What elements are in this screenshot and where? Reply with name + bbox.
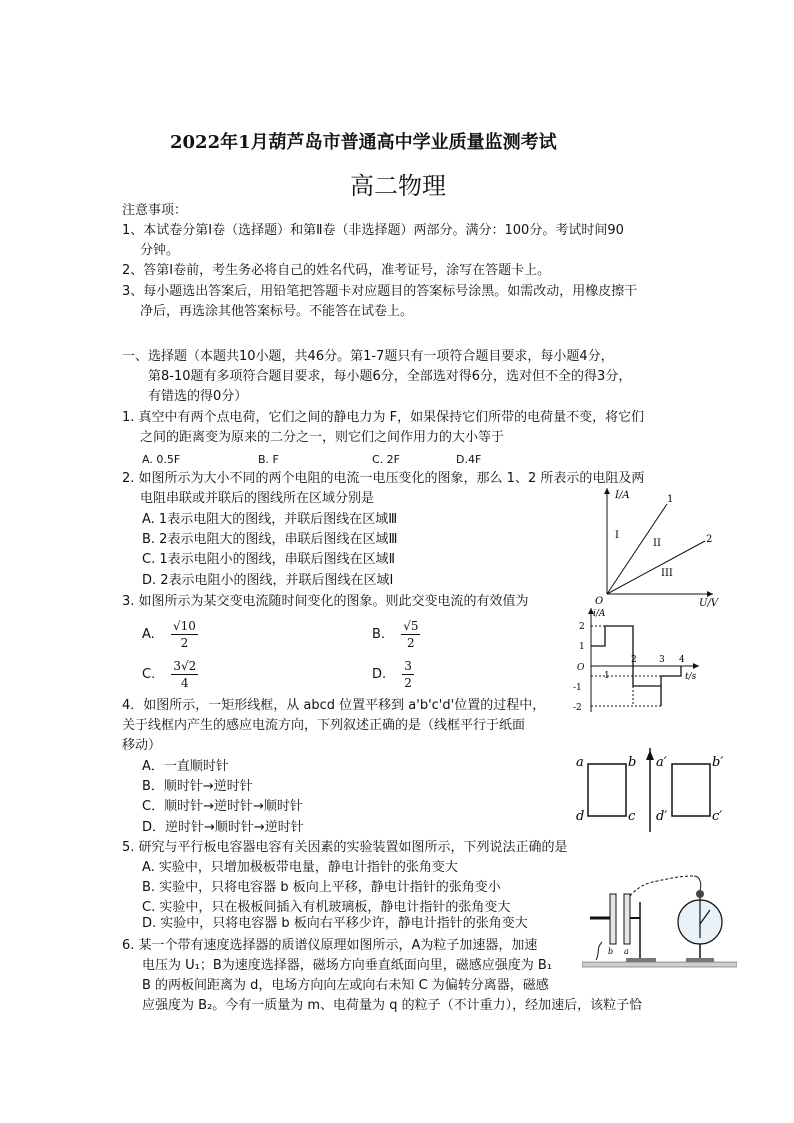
option-letter: A. (142, 627, 155, 642)
q2-iu-graph (585, 484, 720, 609)
q4-option-c[interactable]: C．顺时针→逆时针→顺时针 (142, 799, 303, 814)
q1-option-d[interactable]: D.4F (456, 453, 482, 466)
t-axis-label: t/s (685, 672, 697, 682)
frame-a-prime (672, 764, 710, 816)
q5-capacitor-apparatus (582, 862, 737, 970)
y-tick: 1 (579, 642, 585, 652)
fraction (402, 658, 414, 691)
y-tick: -1 (573, 683, 582, 693)
x-axis-label: U/V (699, 598, 719, 609)
q2-option-c[interactable]: C. 1表示电阻小的图线，串联后图线在区域Ⅱ (142, 552, 396, 567)
note-line: 1、本试卷分第Ⅰ卷（选择题）和第Ⅱ卷（非选择题）两部分。满分：100分。考试时间90 (122, 223, 624, 238)
q3-it-graph (565, 604, 705, 716)
connecting-wire-coil (630, 876, 694, 896)
plate-a (624, 894, 630, 944)
option-letter: B. (372, 627, 386, 642)
connecting-wire (694, 876, 701, 890)
section-heading: 第8-10题有多项符合题目要求，每小题6分，全部选对得6分，选对但不全的得3分， (148, 369, 632, 384)
q4-frames-figure (570, 742, 735, 834)
label-b-prime: b′ (712, 755, 724, 770)
exam-title: 2022年1月葫芦岛市普通高中学业质量监测考试 (170, 132, 557, 153)
y-tick: -2 (573, 703, 582, 713)
q4-option-a[interactable]: A．一直顺时针 (142, 759, 229, 774)
q6-stem: 电压为 U₁；B为速度选择器，磁场方向垂直纸面向里，磁感应强度为 B₁ (142, 958, 553, 973)
q1-option-c[interactable]: C. 2F (372, 453, 400, 466)
q3-option-c[interactable] (142, 658, 198, 691)
q1-stem: 之间的距离变为原来的二分之一，则它们之间作用力的大小等于 (140, 430, 505, 445)
numerator: √5 (403, 619, 419, 633)
q3-option-d[interactable] (372, 658, 414, 691)
denominator: 2 (180, 636, 189, 650)
notes-heading: 注意事项： (122, 203, 188, 218)
q5-option-b[interactable]: B. 实验中，只将电容器 b 板向上平移，静电计指针的张角变小 (142, 880, 501, 895)
label-c: c (628, 809, 636, 824)
label-d: d (576, 809, 585, 824)
current-arrow (646, 750, 654, 760)
q1-option-b[interactable]: B. F (258, 453, 279, 466)
option-letter: D. (372, 667, 387, 682)
note-line: 3、每小题选出答案后，用铅笔把答题卡对应题目的答案标号涂黑。如需改动，用橡皮擦干 (122, 284, 638, 299)
origin-label: O (577, 663, 585, 673)
x-tick: 1 (604, 671, 610, 681)
plate-b (610, 894, 616, 944)
x-tick: 3 (659, 655, 665, 665)
frame-abcd (588, 764, 626, 816)
q5-stem: 5. 研究与平行板电容器电容有关因素的实验装置如图所示，下列说法正确的是 (122, 840, 568, 855)
denominator: 4 (181, 676, 189, 690)
plate-a-label: a (624, 947, 629, 956)
t-axis-arrow (693, 663, 699, 669)
origin-label: O (595, 596, 604, 607)
x-axis-arrow (707, 591, 713, 597)
label-d-prime: d′ (656, 809, 668, 824)
q5-option-c[interactable]: C. 实验中，只在极板间插入有机玻璃板，静电计指针的张角变大 (142, 900, 511, 915)
q4-stem: 移动） (122, 738, 162, 753)
q2-option-d[interactable]: D. 2表示电阻小的图线，并联后图线在区域Ⅰ (142, 573, 394, 588)
fraction (171, 618, 198, 651)
q3-option-a[interactable] (142, 618, 198, 651)
i-axis-label: i/A (593, 609, 606, 619)
line-1-label: 1 (667, 494, 674, 505)
section-heading: 有错选的得0分） (148, 389, 248, 404)
q6-stem: 应强度为 B₂。今有一质量为 m、电荷量为 q 的粒子（不计重力），经加速后，该粒子恰 (142, 998, 643, 1013)
label-a: a (576, 755, 584, 770)
stand-base (626, 958, 656, 962)
q2-option-a[interactable]: A. 1表示电阻大的图线，并联后图线在区域Ⅲ (142, 512, 398, 527)
note-line: 2、答第Ⅰ卷前，考生务必将自己的姓名代码，准考证号，涂写在答题卡上。 (122, 263, 551, 278)
plate-b-label: b (608, 947, 614, 956)
q2-option-b[interactable]: B. 2表示电阻大的图线，串联后图线在区域Ⅲ (142, 532, 398, 547)
region-1-label: I (615, 530, 619, 541)
numerator: 3√2 (173, 659, 197, 673)
label-a-prime: a′ (656, 755, 667, 770)
ground-wire (596, 942, 602, 960)
numerator: 3 (404, 659, 412, 673)
q3-option-b[interactable] (372, 618, 420, 651)
table-base (582, 962, 737, 967)
label-c-prime: c′ (712, 809, 723, 824)
q4-stem: 关于线框内产生的感应电流方向，下列叙述正确的是（线框平行于纸面 (122, 718, 526, 733)
note-line: 净后，再选涂其他答案标号。不能答在试卷上。 (140, 304, 414, 319)
q1-stem: 1. 真空中有两个点电荷，它们之间的静电力为 F，如果保持它们所带的电荷量不变，将它们 (122, 410, 645, 425)
q5-option-d[interactable]: D. 实验中，只将电容器 b 板向右平移少许，静电计指针的张角变大 (142, 916, 528, 931)
subject-title: 高二物理 (350, 172, 446, 200)
region-2-label: II (653, 538, 661, 549)
y-tick: 2 (579, 622, 585, 632)
q5-option-a[interactable]: A. 实验中，只增加极板带电量，静电计指针的张角变大 (142, 860, 458, 875)
q4-option-d[interactable]: D．逆时针→顺时针→逆时针 (142, 820, 304, 835)
region-3-label: III (661, 568, 673, 579)
y-axis-label: I/A (615, 490, 630, 501)
x-tick: 4 (679, 655, 685, 665)
q1-option-a[interactable]: A. 0.5F (142, 453, 181, 466)
x-tick: 2 (631, 655, 637, 665)
denominator: 2 (404, 676, 412, 690)
numerator: √10 (172, 619, 196, 633)
line-2-label: 2 (706, 534, 713, 545)
q6-stem: 6. 某一个带有速度选择器的质谱仪原理如图所示，A为粒子加速器，加速 (122, 938, 538, 953)
option-letter: C. (142, 667, 156, 682)
q2-stem: 2. 如图所示为大小不同的两个电阻的电流一电压变化的图象，那么 1、2 所表示的电阻及两 (122, 471, 645, 486)
electrometer-base (686, 958, 714, 962)
line-1 (607, 504, 667, 594)
q4-stem: 4．如图所示，一矩形线框，从 abcd 位置平移到 a'b'c'd'位置的过程中， (122, 698, 546, 713)
fraction (401, 618, 420, 651)
note-line: 分钟。 (140, 243, 180, 258)
q2-stem: 电阻串联或并联后的图线所在区域分别是 (140, 491, 375, 506)
label-b: b (628, 755, 637, 770)
q3-stem: 3. 如图所示为某交变电流随时间变化的图象。则此交变电流的有效值为 (122, 594, 529, 609)
section-heading: 一、选择题（本题共10小题，共46分。第1-7题只有一项符合题目要求，每小题4分， (122, 349, 614, 364)
denominator: 2 (407, 636, 415, 650)
q4-option-b[interactable]: B．顺时针→逆时针 (142, 779, 253, 794)
fraction (171, 658, 198, 691)
electrometer-knob (696, 890, 704, 898)
y-axis-arrow (604, 488, 610, 494)
q6-stem: B 的两板间距离为 d，电场方向向左或向右未知 C 为偏转分离器，磁感 (142, 978, 549, 993)
